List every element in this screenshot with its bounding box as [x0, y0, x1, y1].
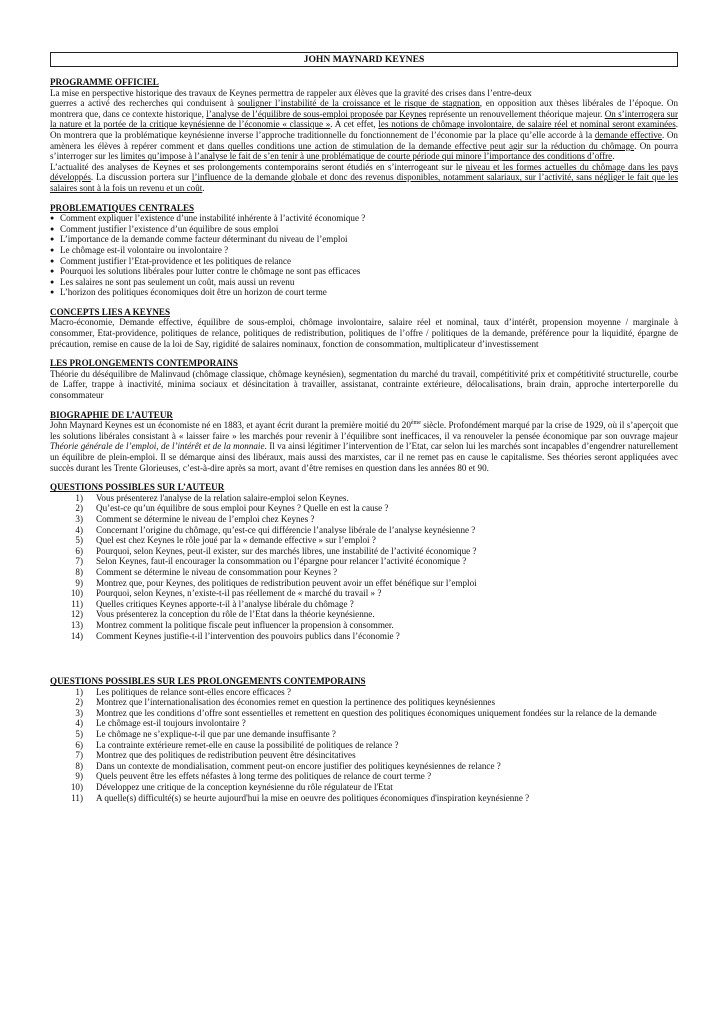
question-item	[50, 535, 678, 546]
question-item	[50, 697, 678, 708]
book-title: Théorie générale de l’emploi, de l’intérêt et de la monnaie	[50, 441, 265, 452]
question-item	[50, 578, 678, 589]
list-item: ● Comment justifier l’Etat-providence et les politiques de relance	[50, 256, 678, 267]
question-item	[50, 729, 678, 740]
question-text: Pourquoi, selon Keynes, n’existe-t-il pas réellement de « marché du travail » ?	[96, 588, 382, 599]
programme-first-line: La mise en perspective historique des travaux de Keynes permettra de rappeler aux élèves que la gravité des crises dans l’entre-deux	[50, 87, 532, 98]
question-text: Montrez comment la politique fiscale peut influencer la propension à consommer.	[96, 619, 394, 630]
question-number: 6)	[75, 545, 83, 556]
question-number: 11)	[71, 792, 83, 803]
question-number: 7)	[75, 750, 83, 761]
underlined-text: niveau et les formes actuelles du chômage dans les pays développés	[50, 161, 678, 183]
superscript: ème	[410, 420, 421, 427]
section-prolongements	[50, 358, 678, 400]
underlined-text: limites qu’impose à l’analyse le fait de s’en tenir à une problématique de courte période qui minore l’importance des conditions d’offre	[120, 151, 613, 162]
question-text: Pourquoi, selon Keynes, peut-il exister, sur des marchés libres, une instabilité de l’activité économique ?	[96, 545, 477, 556]
question-number: 1)	[75, 492, 83, 503]
question-text: Dans un contexte de mondialisation, comment peut-on encore justifier des politiques keynésiennes de relance ?	[96, 760, 501, 771]
question-item	[50, 609, 678, 620]
question-text: Quels peuvent être les effets néfastes à long terme des politiques de relance de court terme ?	[96, 771, 432, 782]
question-item	[50, 514, 678, 525]
problematiques-heading: PROBLEMATIQUES CENTRALES	[50, 202, 195, 213]
question-text: Les politiques de relance sont-elles encore efficaces ?	[96, 686, 292, 697]
prolongements-text: Théorie du déséquilibre de Malinvaud (chômage classique, chômage keynésien), segmentation du marché du travail, compétitivité prix et compétitivité structurelle, courbe de Laffer, trappe à inactivité, minima sociaux et désincitation à travailler, assistanat, contrainte extérieure, délocalisations, brain drain, approche interterporelle du consommateur	[50, 368, 678, 401]
question-text: Selon Keynes, faut-il encourager la consommation ou l’épargne pour relancer l’activité économique ?	[96, 556, 467, 567]
question-text: Vous présenterez la conception du rôle de l’Etat dans la théorie keynésienne.	[96, 609, 375, 620]
question-number: 1)	[75, 686, 83, 697]
question-item	[50, 708, 678, 719]
question-number: 4)	[75, 524, 83, 535]
question-text: Montrez que les conditions d’offre sont essentielles et remettent en question des politiques économiques uniquement fondées sur la relance de la demande	[96, 707, 657, 718]
list-item: ● Le chômage est-il volontaire ou involontaire ?	[50, 245, 678, 256]
question-item	[50, 599, 678, 610]
text: . La discussion portera sur	[90, 172, 192, 183]
underlined-text: les notions de chômage involontaire, de salaire réel et nominal seront examinées	[378, 119, 676, 130]
section-programme	[50, 77, 678, 194]
problematiques-list	[50, 213, 678, 298]
text: , en opposition aux thèses libérales de l’époque. On montrera que, dans ce contexte historique,	[50, 98, 678, 119]
question-number: 13)	[70, 619, 83, 630]
question-number: 7)	[75, 556, 83, 567]
questions-prolongements-heading: QUESTIONS POSSIBLES SUR LES PROLONGEMENTS CONTEMPORAINS	[50, 676, 366, 687]
question-text: Vous présenterez l'analyse de la relation salaire-emploi selon Keynes.	[96, 492, 349, 503]
text: .	[202, 182, 205, 193]
question-text: Comment se détermine le niveau de consommation pour Keynes ?	[96, 566, 338, 577]
question-number: 5)	[75, 729, 83, 740]
section-questions-auteur	[50, 482, 678, 641]
programme-paragraph	[50, 98, 678, 162]
question-text: A quelle(s) difficulté(s) se heurte aujourd'hui la mise en oeuvre des politiques économiques d'inspiration keynésienne ?	[96, 792, 530, 803]
question-number: 11)	[71, 598, 83, 609]
programme-heading: PROGRAMME OFFICIEL	[50, 77, 159, 87]
concepts-text: Macro-économie, Demande effective, équilibre de sous-emploi, chômage involontaire, salaire réel et nominal, taux d’intérêt, propension moyenne / marginale à consommer, Etat-providence, politiques de relance, politiques de redistribution, politiques de l’offre / politiques de la demande, préférence pour la liquidité, épargne de précaution, remise en cause de la loi de Say, rigidité de salaires nominaux, fonction de consommation, multiplicateur d’investissement	[50, 317, 678, 349]
question-text: Quelles critiques Keynes apporte-t-il à l’analyse libérale du chômage ?	[96, 598, 354, 609]
text: guerres a activé des recherches qui conduisent à	[50, 98, 238, 109]
question-number: 10)	[70, 588, 83, 599]
question-text: Comment se détermine le niveau de l’emploi chez Keynes ?	[96, 513, 315, 524]
text: .	[612, 151, 615, 162]
question-item	[50, 750, 678, 761]
question-item	[50, 588, 678, 599]
text: siècle. Profondément marqué par la crise de 1929, où il s’aperçoit que les solutions libérales consistant à « laisser faire » les marchés pour revenir à l’équilibre sont inefficaces, il va renouveler la pensée économique par son ouvrage majeur	[50, 420, 678, 441]
document-title: JOHN MAYNARD KEYNES	[50, 52, 678, 67]
question-text: La contrainte extérieure remet-elle en cause la possibilité de politiques de relance ?	[96, 739, 399, 750]
text: . On amènera les élèves à repérer comment et	[50, 129, 678, 151]
question-item	[50, 546, 678, 557]
question-item	[50, 620, 678, 631]
question-text: Montrez que des politiques de redistribution peuvent être désincitatives	[96, 750, 356, 761]
section-problematiques	[50, 203, 678, 298]
programme-paragraph-2	[50, 162, 678, 194]
question-number: 14)	[70, 630, 83, 641]
question-number: 3)	[75, 707, 83, 718]
underlined-text: demande effective	[594, 129, 662, 140]
question-number: 6)	[75, 739, 83, 750]
section-questions-prolongements	[50, 676, 678, 803]
question-text: Montrez que l’internationalisation des économies remet en question la pertinence des politiques keynésiennes	[96, 697, 495, 708]
question-text: Quel est chez Keynes le rôle joué par la « demande effective » sur l’emploi ?	[96, 535, 376, 546]
questions-auteur-heading: QUESTIONS POSSIBLES SUR L’AUTEUR	[50, 482, 225, 493]
biographie-heading: BIOGRAPHIE DE L’AUTEUR	[50, 409, 173, 420]
text: représente un renouvellement théorique majeur.	[426, 108, 605, 119]
question-item	[50, 793, 678, 804]
question-text: Montrez que, pour Keynes, des politiques de redistribution peuvent avoir un effet bénéfique sur l’emploi	[96, 577, 477, 588]
prolongements-heading: LES PROLONGEMENTS CONTEMPORAINS	[50, 358, 238, 369]
text: . Il va ainsi légitimer l’intervention de l’Etat, car selon lui les marchés sont incapables d’engendrer naturellement un équilibre de plein-emploi. Il se démarque ainsi des libéraux, mais aussi des marxistes, car il ne remet pas en cause le capitalisme. Ses théories seront appliquées avec succès durant les Trente Glorieuses, c’est-à-dire après sa mort, avant d’être remises en question dans les années 80 et 90.	[50, 441, 679, 473]
question-item	[50, 493, 678, 504]
list-item: ● L’importance de la demande comme facteur déterminant du niveau de l’emploi	[50, 234, 678, 245]
question-text: Comment Keynes justifie-t-il l’intervention des pouvoirs publics dans l’économie ?	[96, 630, 400, 641]
question-item	[50, 631, 678, 642]
list-item: ● Pourquoi les solutions libérales pour lutter contre le chômage ne sont pas efficaces	[50, 266, 678, 277]
list-item: ● Les salaires ne sont pas seulement un coût, mais aussi un revenu	[50, 277, 678, 288]
question-text: Développez une critique de la conception keynésienne du rôle régulateur de l'Etat	[96, 782, 393, 793]
question-number: 2)	[75, 503, 83, 514]
text: L’actualité des analyses de Keynes et ses prolongements contemporains seront étudiés en s’interrogeant sur le	[50, 161, 466, 172]
question-number: 8)	[75, 566, 83, 577]
question-item	[50, 525, 678, 536]
text: . A cet effet,	[330, 119, 379, 130]
question-item	[50, 761, 678, 772]
document-page	[50, 52, 678, 812]
question-number: 2)	[75, 697, 83, 708]
underlined-text: l’influence de la demande globale et donc des revenus disponibles, notamment salariaux, sur l’activité, sans négliger le fait que les salaires sont à la fois un revenu et un coût	[50, 172, 678, 193]
question-text: Le chômage est-il toujours involontaire ?	[96, 718, 246, 729]
question-text: Le chômage ne s’explique-t-il que par une demande insuffisante ?	[96, 729, 336, 740]
text: John Maynard Keynes est un économiste né en 1883, et ayant écrit durant la première moitié du 20	[50, 420, 411, 431]
underlined-text: l’analyse de l’équilibre de sous-emploi proposée par Keynes	[206, 108, 427, 119]
text: . On pourra s’interroger sur les	[50, 140, 678, 162]
question-number: 5)	[75, 535, 83, 546]
question-number: 4)	[75, 718, 83, 729]
section-concepts	[50, 307, 678, 349]
question-item	[50, 687, 678, 698]
question-text: Concernant l’origine du chômage, qu’est-ce qui différencie l’analyse libérale de l’analyse keynésienne ?	[96, 524, 476, 535]
question-item	[50, 567, 678, 578]
question-number: 10)	[70, 782, 83, 793]
list-item: ● Comment justifier l’existence d’un équilibre de sous emploi	[50, 224, 678, 235]
question-number: 9)	[75, 577, 83, 588]
question-number: 8)	[75, 760, 83, 771]
biographie-text	[50, 420, 678, 473]
underlined-text: souligner l’instabilité de la croissance et le risque de stagnation	[237, 98, 480, 109]
underlined-text: On s’interrogera sur la nature et la portée de la critique keynésienne de l’économie « classique »	[50, 108, 678, 130]
question-item	[50, 771, 678, 782]
section-biographie	[50, 410, 678, 474]
question-item	[50, 718, 678, 729]
question-item	[50, 503, 678, 514]
question-item	[50, 782, 678, 793]
blank-space	[50, 650, 678, 676]
underlined-text: dans quelles conditions une action de stimulation de la demande effective peut agir sur la réduction du chômage	[207, 140, 635, 151]
list-item: ● Comment expliquer l’existence d’une instabilité inhérente à l’activité économique ?	[50, 213, 678, 224]
concepts-heading: CONCEPTS LIES A KEYNES	[50, 306, 171, 317]
question-number: 3)	[75, 513, 83, 524]
questions-prolongements-list	[50, 687, 678, 804]
question-text: Qu’est-ce qu’un équilibre de sous emploi pour Keynes ? Quelle en est la cause ?	[96, 503, 389, 514]
question-item	[50, 740, 678, 751]
question-number: 9)	[75, 771, 83, 782]
questions-auteur-list	[50, 493, 678, 641]
list-item: ● L’horizon des politiques économiques doit être un horizon de court terme	[50, 287, 678, 298]
text: . On montrera que la problématique keynésienne inverse l’approche traditionnelle du fonctionnement de l’économie par la place qu’elle accorde à la	[50, 119, 679, 140]
question-item	[50, 556, 678, 567]
question-number: 12)	[70, 609, 83, 620]
